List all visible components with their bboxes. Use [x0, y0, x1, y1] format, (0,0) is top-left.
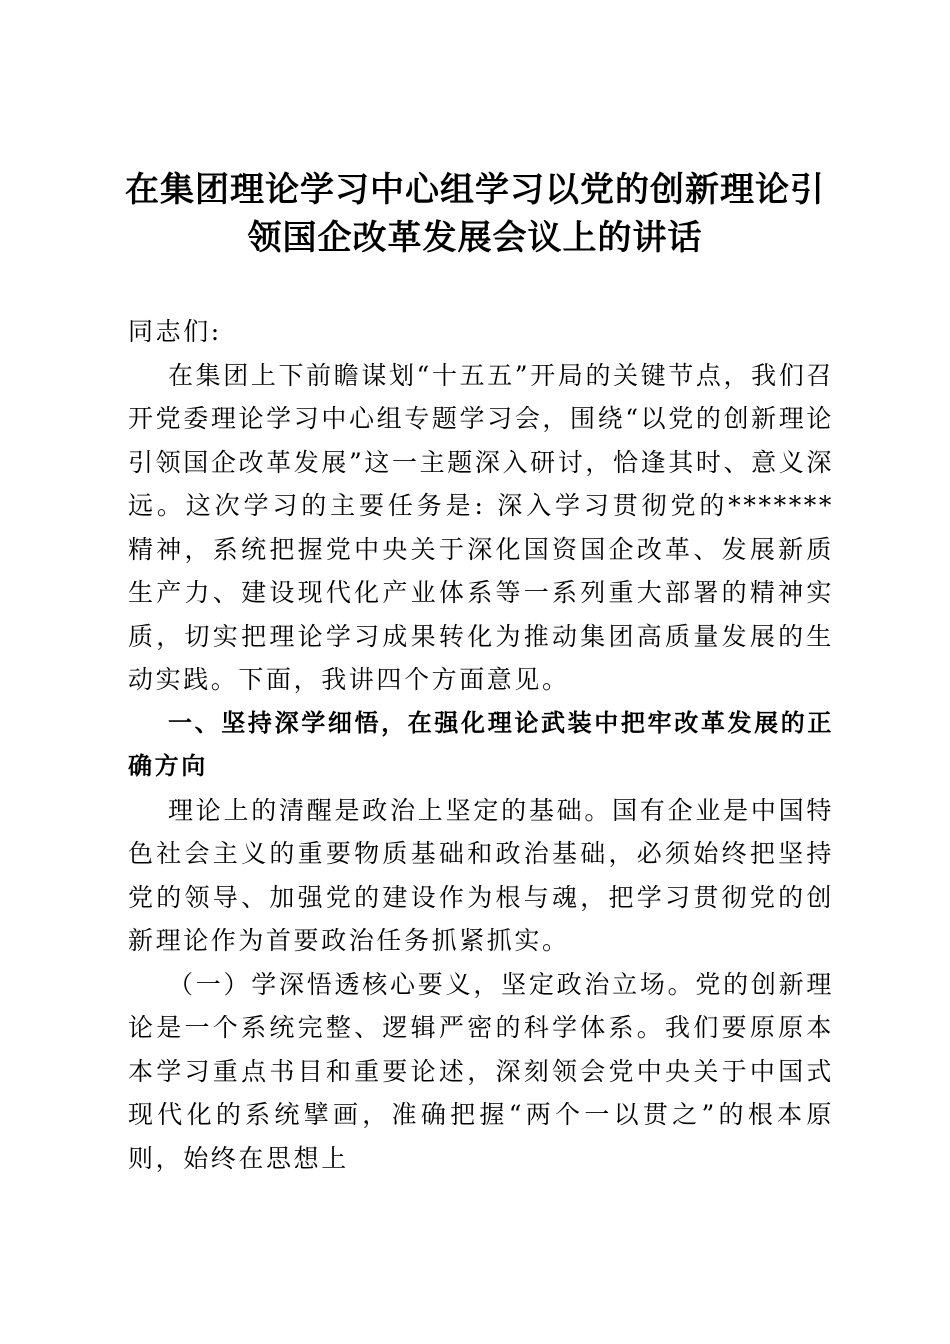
paragraph-subsection-1: （一）学深悟透核心要义，坚定政治立场。党的创新理论是一个系统完整、逻辑严密的科学体系。我们要原原本本学习重点书目和重要论述，深刻领会党中央关于中国式现代化的系统擘画，准确把握“两个一以贯之”的根本原则，始终在思想上 [128, 969, 834, 1173]
paragraph-intro: 在集团上下前瞻谋划“十五五”开局的关键节点，我们召开党委理论学习中心组专题学习会，围绕“以党的创新理论引领国企改革发展”这一主题深入研讨，恰逢其时、意义深远。这次学习的主要任务是: 深入学习贯彻党的*******精神，系统把握党中央关于深化国资国企改革、发展新质生产力、建设现代化产业体系等一系列重大部署的精神实质，切实把理论学习成果转化为推动集团高质量发展的生动实践。下面，我讲四个方面意见。 [128, 360, 834, 694]
document-title: 在集团理论学习中心组学习以党的创新理论引领国企改革发展会议上的讲话 [125, 170, 825, 258]
salutation: 同志们: [128, 317, 222, 346]
document-body [128, 310, 834, 1180]
paragraph-section-1: 理论上的清醒是政治上坚定的基础。国有企业是中国特色社会主义的重要物质基础和政治基础，必须始终把坚持党的领导、加强党的建设作为根与魂，把学习贯彻党的创新理论作为首要政治任务抓紧抓实。 [128, 795, 834, 955]
section-heading-1: 一、坚持深学细悟，在强化理论武装中把牢改革发展的正确方向 [128, 708, 834, 780]
